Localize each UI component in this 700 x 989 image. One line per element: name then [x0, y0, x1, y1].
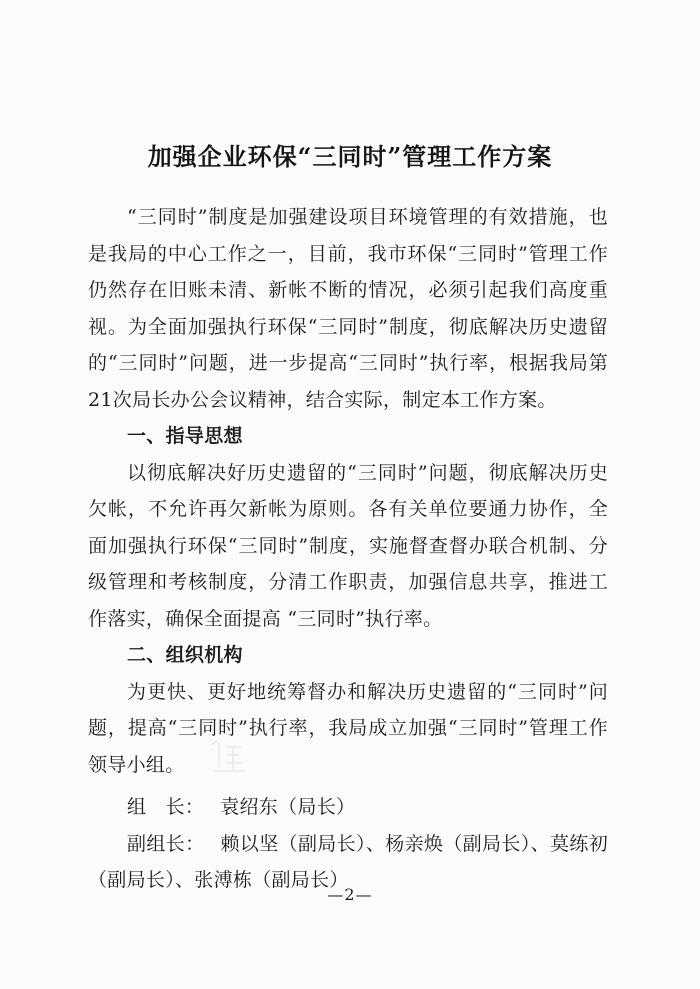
- document-title: 加强企业环保“三同时”管理工作方案: [147, 142, 553, 172]
- faint-stamp-mark: [205, 737, 249, 777]
- deputy-label: 副组长：: [127, 832, 205, 855]
- intro-paragraph: “三同时”制度是加强建设项目环境管理的有效措施，也是我局的中心工作之一，目前，我市环保“三同时”管理工作 仍然存在旧账未清、新帐不断的情况，必须引起我们高度重视。为全面加强执行环保“三同时”制度，彻底解决历史遗留的“三同时”问题，进一步提高“三同时”执行率，根据我局第21次局长办公会议精神，结合实际，制定本工作方案。: [88, 206, 628, 411]
- section-heading-guiding-ideology: 一、指导思想: [127, 425, 243, 447]
- section-paragraph-guiding-ideology: 以彻底解决好历史遗留的“三同时”问题，彻底解决历史欠帐，不允许再欠新帐为原则。各有关单位要通力协作，全面加强执行环保“三同时”制度，实施督查督办联合机制、分级管理和考核制度，分清工作职责，加强信息共享，推进工作落实，确保全面提高 “三同时”执行率。: [88, 461, 608, 630]
- leader-value: 袁绍东（局长）: [220, 796, 356, 818]
- leader-label: 组 长：: [127, 796, 205, 818]
- deputy-value: 赖以坚（副局长）、杨亲焕（副局长）、莫练初（副局长）、张溥栋（副局长）: [88, 832, 609, 891]
- leader-line: [88, 789, 608, 826]
- document-body: [88, 199, 628, 899]
- page-number: —2—: [327, 885, 373, 904]
- section-paragraph-organization: 为更快、更好地统筹督办和解决历史遗留的“三同时”问题，提高“三同时”执行率，我局成立加强“三同时”管理工作领导小组。: [88, 680, 608, 776]
- section-heading-organization: 二、组织机构: [127, 644, 243, 666]
